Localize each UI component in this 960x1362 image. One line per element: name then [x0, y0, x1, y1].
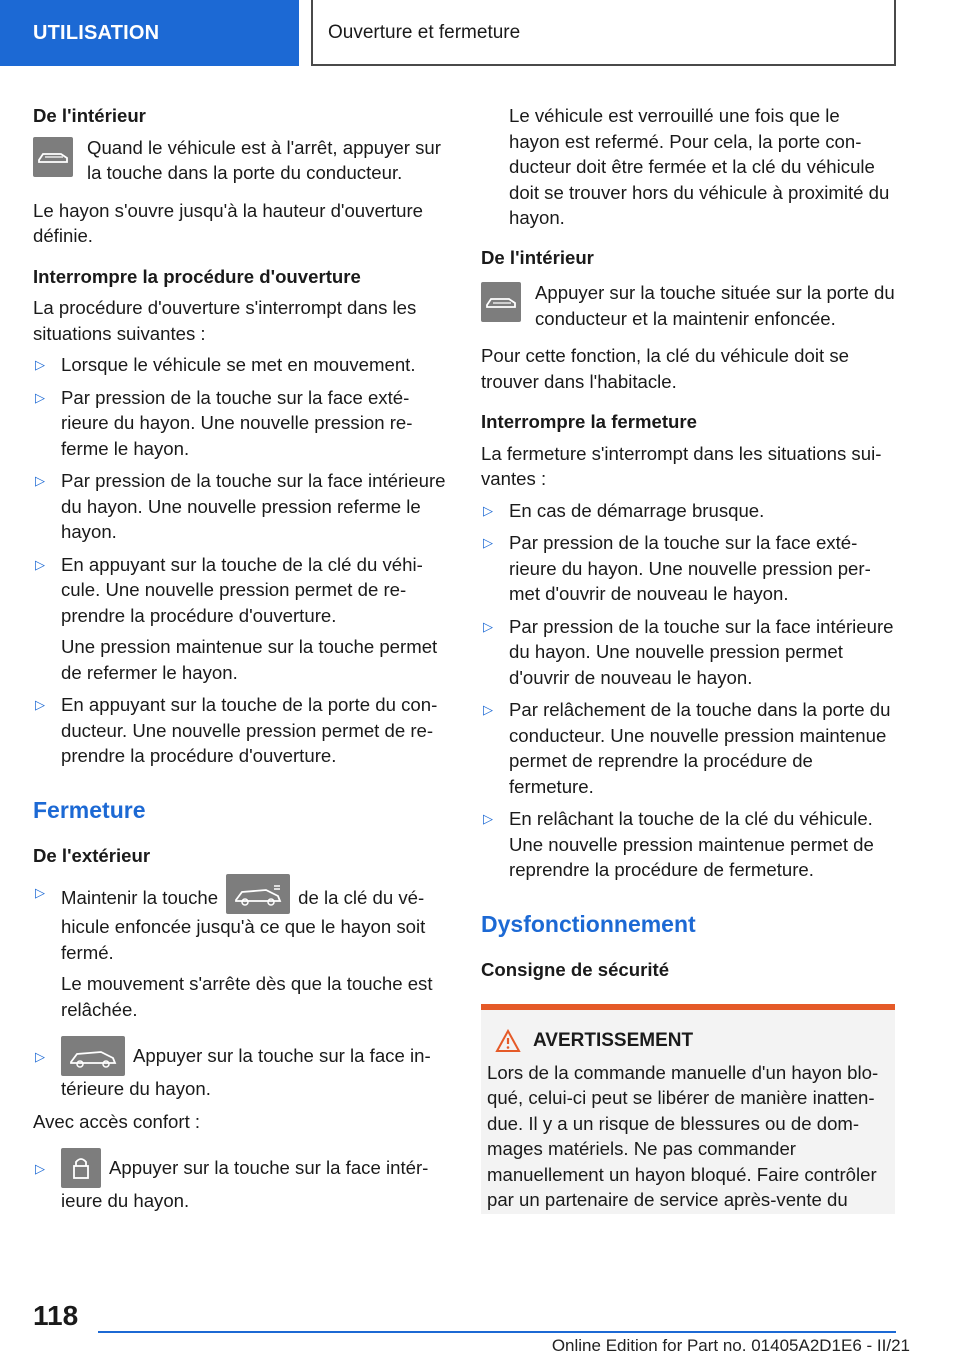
edition-note: Online Edition for Part no. 01405A2D1E6 - II/21 [551, 1336, 910, 1355]
paragraph-function: Pour cette fonction, la clé du véhicule doit se trouver dans l'habitacle. [481, 345, 849, 392]
triangle-bullet-icon: ▷ [35, 473, 45, 488]
list-item: ▷ Par pression de la touche sur la face intérieure du hayon. Une nouvelle pression permet d'ouvrir de nouveau le hayon. [483, 615, 894, 688]
list-item: ▷ En appuyant sur la touche de la porte du conducteur. Une nouvelle pression permet de reprendre la procédure d'ouverture. [35, 694, 438, 766]
paragraph-locked: Le véhicule est verrouillé une fois que le hayon est refermé. Pour cela, la porte conducteur doit être fermée et la clé du véhicule doit se trouver hors du véhicule à proximité du hayon. [509, 105, 890, 228]
list-item: ▷ Par pression de la touche sur la face intérieure du hayon. Une nouvelle pression referme le hayon. [35, 470, 446, 542]
car-close-key-icon [226, 874, 290, 914]
paragraph-interrupt-closing: La fermeture s'interrompt dans les situations suivantes : [481, 442, 882, 489]
list-exterior [33, 874, 447, 1102]
list-item: ▷ Par pression de la touche sur la face extérieure du hayon. Une nouvelle pression referme le hayon. [35, 386, 413, 459]
page-number: 118 [33, 1300, 79, 1331]
heading-safety: Consigne de sécurité [481, 958, 670, 980]
list-item: ▷ Par relâchement de la touche dans la porte du conducteur. Une nouvelle pression maintenue permet de reprendre la procédure de fermeture. [483, 699, 891, 797]
heading-interrupt-closing: Interrompre la fermeture [481, 411, 697, 432]
warning-text: Lors de la commande manuelle d'un hayon bloqué, celui-ci peut se libérer de manière inattendue. Il y a un risque de blessures ou de dommages matériels. Ne pas commander manuellement un hayon bloqué. Faire contrôler par un partenaire de service après-vente du [487, 1061, 879, 1210]
interior-instruction-right [481, 280, 895, 331]
triangle-bullet-icon: ▷ [35, 1161, 45, 1176]
warning-box [481, 1004, 895, 1214]
interior-instruction [33, 135, 447, 186]
list-item: ▷ Maintenir la touche de la clé du véhicule enfoncée jusqu'à ce que le hayon soit fermé. Le mouvement s'arrête dès que la touche est relâchée. [33, 874, 447, 1022]
list-item: ▷ En appuyant sur la touche de la clé du véhicule. Une nouvelle pression permet de reprendre la procédure d'ouverture. Une pression maintenue sur la touche permet de refermer le hayon. [33, 552, 447, 686]
tailgate-button-icon [33, 137, 73, 177]
paragraph-comfort: Avec accès confort : [33, 1110, 201, 1132]
heading-exterior: De l'extérieur [33, 844, 151, 866]
left-column [33, 103, 447, 1221]
list-item: ▷ Lorsque le véhicule se met en mouvement. [33, 352, 447, 378]
warning-triangle-icon [495, 1029, 521, 1053]
section-tab: UTILISATION [0, 0, 299, 66]
list-item-subtext: Une pression maintenue sur la touche permet de refermer le hayon. [61, 636, 438, 683]
heading-interior: De l'intérieur [33, 105, 146, 126]
tailgate-door-button-icon [481, 282, 521, 322]
list-comfort [33, 1148, 447, 1214]
triangle-bullet-icon: ▷ [35, 885, 45, 900]
list-item: ▷ Par pression de la touche sur la face extérieure du hayon. Une nouvelle pression permet d'ouvrir de nouveau le hayon. [483, 532, 871, 604]
list-item-subtext: Le mouvement s'arrête dès que la touche est relâchée. [61, 973, 433, 1020]
list-interrupt-opening [33, 352, 447, 769]
list-item: ▷ En cas de démarrage brusque. [481, 498, 895, 524]
interior-instruction-right-text: Appuyer sur la touche située sur la porte du conducteur et la maintenir enfoncée. [535, 282, 895, 329]
triangle-bullet-icon: ▷ [35, 556, 45, 572]
list-item: ▷ Appuyer sur la touche sur la face intérieure du hayon. [33, 1036, 447, 1102]
paragraph-opens: Le hayon s'ouvre jusqu'à la hauteur d'ouverture définie. [33, 199, 424, 246]
list-interrupt-closing [481, 498, 895, 883]
triangle-bullet-icon: ▷ [35, 357, 45, 372]
triangle-bullet-icon: ▷ [483, 702, 493, 717]
chapter-title: Ouverture et fermeture [311, 0, 896, 66]
triangle-bullet-icon: ▷ [35, 389, 45, 405]
page-header [0, 0, 960, 66]
car-tailgate-inside-icon [61, 1036, 125, 1076]
footer-divider [98, 1331, 896, 1333]
warning-title: AVERTISSEMENT [487, 1028, 889, 1054]
heading-closing: Fermeture [33, 796, 146, 823]
list-item: ▷ Appuyer sur la touche sur la face intérieure du hayon. [33, 1148, 447, 1214]
heading-interior-right: De l'intérieur [481, 246, 594, 268]
interior-instruction-text: Quand le véhicule est à l'arrêt, appuyer sur la touche dans la porte du conducteur. [87, 136, 441, 183]
heading-interrupt-opening: Interrompre la procédure d'ouverture [33, 265, 361, 287]
triangle-bullet-icon: ▷ [483, 535, 493, 550]
triangle-bullet-icon: ▷ [483, 811, 493, 826]
right-column [481, 103, 895, 1214]
list-item: ▷ En relâchant la touche de la clé du véhicule. Une nouvelle pression maintenue permet de reprendre la procédure de fermeture. [483, 808, 874, 880]
lock-button-icon [61, 1148, 101, 1188]
triangle-bullet-icon: ▷ [483, 618, 493, 634]
paragraph-interrupt-opening: La procédure d'ouverture s'interrompt dans les situations suivantes : [33, 297, 417, 344]
heading-malfunction: Dysfonctionnement [481, 910, 696, 937]
triangle-bullet-icon: ▷ [483, 502, 493, 518]
triangle-bullet-icon: ▷ [35, 1049, 45, 1064]
triangle-bullet-icon: ▷ [35, 697, 45, 712]
